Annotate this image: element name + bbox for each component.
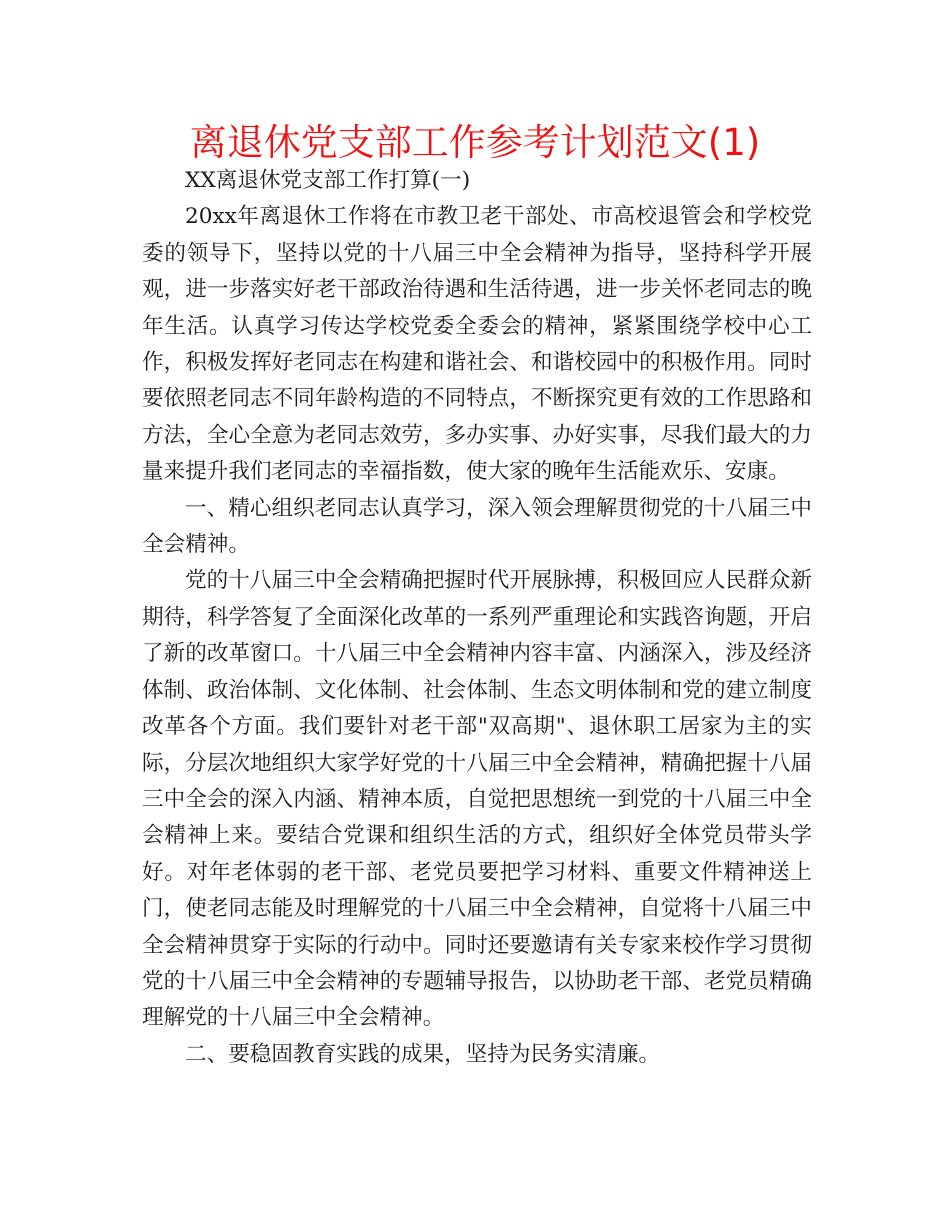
section-heading: XX离退休党支部工作打算(一) <box>185 168 471 193</box>
section-heading: 二、要稳固教育实践的成果，坚持为民务实清廉。 <box>185 1041 661 1067</box>
body-paragraph: 党的十八届三中全会精确把握时代开展脉搏，积极回应人民群众新期待，科学答复了全面深化改革的一系列严重理论和实践咨询题，开启了新的改革窗口。十八届三中全会精神内容丰富、内涵深入，涉及经济体制、政治体制、文化体制、社会体制、生态文明体制和党的建立制度改革各个方面。我们要针对老干部"双高期"、退休职工居家为主的实际，分层次地组织大家学好党的十八届三中全会精神，精确把握十八届三中全会的深入内涵、精神本质，自觉把思想统一到党的十八届三中全会精神上来。要结合党课和组织生活的方式，组织好全体党员带头学好。对年老体弱的老干部、老党员要把学习材料、重要文件精神送上门，使老同志能及时理解党的十八届三中全会精神，自觉将十八届三中全会精神贯穿于实际的行动中。同时还要邀请有关专家来校作学习贯彻党的十八届三中全会精神的专题辅导报告，以协助老干部、老党员精确理解党的十八届三中全会精神。 <box>142 568 812 1031</box>
section-heading: 一、精心组织老同志认真学习，深入领会理解贯彻党的十八届三中全会精神。 <box>142 495 812 558</box>
document-body <box>142 163 812 1073</box>
body-paragraph: 20xx年离退休工作将在市教卫老干部处、市高校退管会和学校党委的领导下，坚持以党的十八届三中全会精神为指导，坚持科学开展观，进一步落实好老干部政治待遇和生活待遇，进一步关怀老同志的晚年生活。认真学习传达学校党委全委会的精神，紧紧围绕学校中心工作，积极发挥好老同志在构建和谐社会、和谐校园中的积极作用。同时要依照老同志不同年龄构造的不同特点，不断探究更有效的工作思路和方法，全心全意为老同志效劳，多办实事、办好实事，尽我们最大的力量来提升我们老同志的幸福指数，使大家的晚年生活能欢乐、安康。 <box>142 204 812 485</box>
document-title: 离退休党支部工作参考计划范文(1) <box>189 121 761 164</box>
